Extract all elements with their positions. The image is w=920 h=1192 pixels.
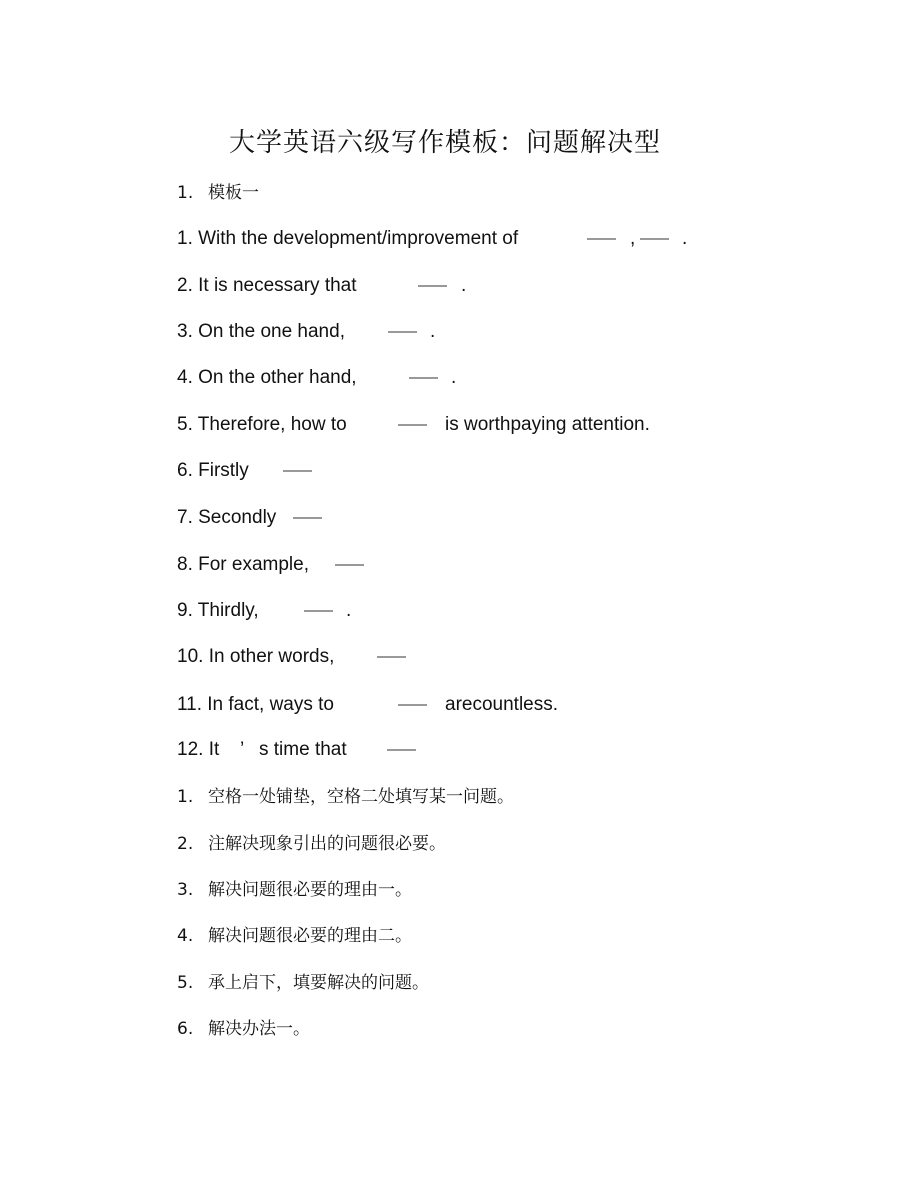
blank: —— [388,323,416,340]
line-text: 2. It is necessary that [177,275,357,296]
line-suffix: is worthpaying attention. [445,414,650,435]
heading-number: 1. [177,183,194,203]
blank: —— [587,230,615,247]
blank: —— [304,602,332,619]
line-punct: . [451,367,457,388]
blank: —— [293,509,321,526]
blank: —— [387,741,415,758]
line-punct: . [430,321,436,342]
blank: —— [640,230,668,247]
note-number: 6. [177,1019,194,1039]
heading-text: 模板一 [208,183,259,203]
line-text: 10. In other words, [177,646,335,667]
note-number: 3. [177,880,194,900]
line-punct: , [630,228,636,249]
apostrophe: ’ [240,739,245,760]
note-text: 解决问题很必要的理由二。 [208,926,412,946]
note-text: 解决办法一。 [208,1019,310,1039]
line-text: 12. It [177,739,220,760]
line-text: 5. Therefore, how to [177,414,347,435]
note-number: 2. [177,834,194,854]
note-number: 4. [177,926,194,946]
line-suffix: arecountless. [445,694,559,715]
line-text: 4. On the other hand, [177,367,357,388]
note-number: 1. [177,787,194,807]
blank: —— [418,277,446,294]
note-text: 解决问题很必要的理由一。 [208,880,412,900]
blank: —— [335,556,363,573]
note-number: 5. [177,973,194,993]
line-suffix: s time that [259,739,347,760]
blank: —— [398,696,426,713]
line-text: 8. For example, [177,554,309,575]
line-text: 3. On the one hand, [177,321,345,342]
blank: —— [283,462,311,479]
document-title: 大学英语六级写作模板：问题解决型 [228,128,661,158]
line-punct: . [346,600,352,621]
line-punct: . [461,275,467,296]
line-punct: . [682,228,688,249]
note-text: 空格一处铺垫，空格二处填写某一问题。 [208,787,514,807]
blank: —— [377,648,405,665]
line-text: 7. Secondly [177,507,277,528]
line-text: 9. Thirdly, [177,600,259,621]
note-text: 注解决现象引出的问题很必要。 [208,834,446,854]
line-text: 1. With the development/improvement of [177,228,519,249]
note-text: 承上启下，填要解决的问题。 [208,973,429,993]
line-text: 11. In fact, ways to [177,694,335,715]
blank: —— [409,369,437,386]
blank: —— [398,416,426,433]
line-text: 6. Firstly [177,460,249,481]
